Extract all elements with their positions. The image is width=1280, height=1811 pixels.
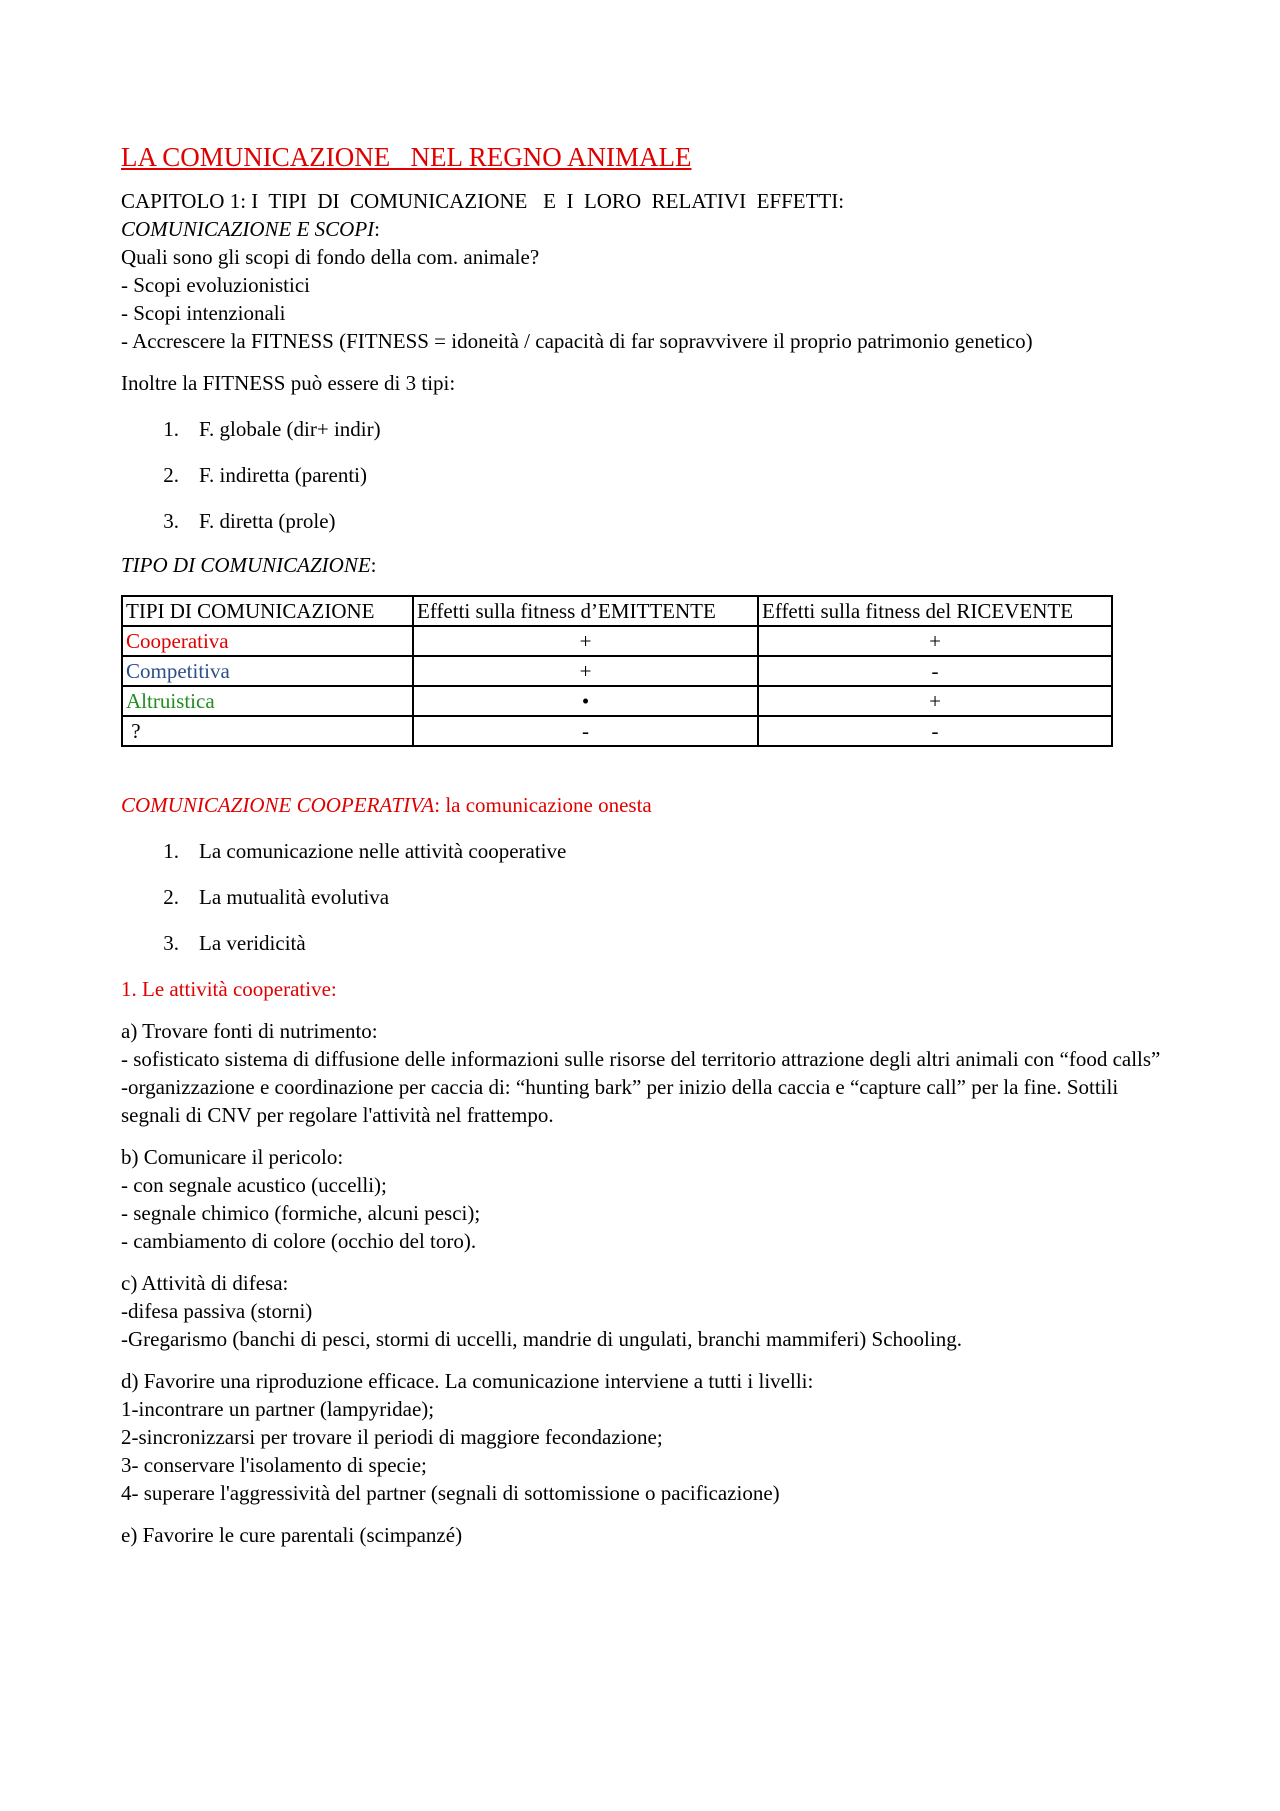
table-cell-emitter: - xyxy=(413,716,758,746)
table-cell-receiver: - xyxy=(758,716,1112,746)
chapter-heading: CAPITOLO 1: I TIPI DI COMUNICAZIONE E I LORO RELATIVI EFFETTI: xyxy=(121,189,845,214)
list-item xyxy=(121,929,1161,957)
section-b-title: b) Comunicare il pericolo: xyxy=(121,1145,344,1170)
list-item xyxy=(121,415,1161,443)
section-e-title: e) Favorire le cure parentali (scimpanzé) xyxy=(121,1523,463,1548)
cooperative-section-title: 1. Le attività cooperative: xyxy=(121,977,337,1002)
tipo-heading: TIPO DI COMUNICAZIONE xyxy=(121,553,371,578)
list-text: La veridicità xyxy=(199,931,306,956)
table-cell-emitter: + xyxy=(413,656,758,686)
chapter-block xyxy=(121,187,1161,355)
chapter-subheading: COMUNICAZIONE E SCOPI xyxy=(121,217,375,242)
tipo-suffix: : xyxy=(370,553,377,578)
list-number: 2. xyxy=(163,885,179,910)
list-number: 2. xyxy=(163,463,179,488)
list-text: La comunicazione nelle attività cooperative xyxy=(199,839,567,864)
list-number: 3. xyxy=(163,509,179,534)
list-text: F. indiretta (parenti) xyxy=(199,463,368,488)
section-d-line: 3- conservare l'isolamento di specie; xyxy=(121,1453,427,1478)
list-number: 1. xyxy=(163,417,179,442)
table-cell-type: ? xyxy=(122,716,413,746)
section-d-line: 4- superare l'aggressività del partner (segnali di sottomissione o pacificazione) xyxy=(121,1481,780,1506)
section-a-line: - sofisticato sistema di diffusione delle informazioni sulle risorse del territorio attrazione degli altri animali con “food calls” xyxy=(121,1047,1161,1072)
document-title: LA COMUNICAZIONE NEL REGNO ANIMALE xyxy=(121,142,692,172)
table-header-cell: Effetti sulla fitness del RICEVENTE xyxy=(758,596,1112,626)
fitness-list xyxy=(121,415,1161,535)
fitness-intro: Inoltre la FITNESS può essere di 3 tipi: xyxy=(121,371,456,396)
table-header-cell: Effetti sulla fitness d’EMITTENTE xyxy=(413,596,758,626)
table-cell-receiver: + xyxy=(758,626,1112,656)
cooperative-heading-suffix: : la comunicazione onesta xyxy=(434,793,652,818)
list-number: 1. xyxy=(163,839,179,864)
table-header-row xyxy=(122,596,1112,626)
section-c-line: -Gregarismo (banchi di pesci, stormi di uccelli, mandrie di ungulati, branchi mammiferi) Schooling. xyxy=(121,1327,962,1352)
table-row xyxy=(122,686,1112,716)
table-row xyxy=(122,716,1112,746)
section-b-line: - cambiamento di colore (occhio del toro). xyxy=(121,1229,477,1254)
chapter-subheading-line xyxy=(121,215,1161,243)
section-d xyxy=(121,1367,1161,1507)
section-c-line: -difesa passiva (storni) xyxy=(121,1299,313,1324)
chapter-item: - Accrescere la FITNESS (FITNESS = idoneità / capacità di far sopravvivere il proprio patrimonio genetico) xyxy=(121,329,1033,354)
list-item xyxy=(121,883,1161,911)
section-c xyxy=(121,1269,1161,1353)
section-c-title: c) Attività di difesa: xyxy=(121,1271,289,1296)
communication-table xyxy=(121,595,1113,747)
list-number: 3. xyxy=(163,931,179,956)
section-e xyxy=(121,1521,1161,1549)
section-b-line: - segnale chimico (formiche, alcuni pesci); xyxy=(121,1201,481,1226)
table-cell-receiver: + xyxy=(758,686,1112,716)
table-row xyxy=(122,626,1112,656)
chapter-subheading-suffix: : xyxy=(374,217,381,242)
list-text: La mutualità evolutiva xyxy=(199,885,390,910)
table-cell-type: Competitiva xyxy=(122,656,413,686)
list-item xyxy=(121,461,1161,489)
table-cell-type: Cooperativa xyxy=(122,626,413,656)
section-d-line: 1-incontrare un partner (lampyridae); xyxy=(121,1397,435,1422)
chapter-item: - Scopi intenzionali xyxy=(121,301,286,326)
table-cell-receiver: - xyxy=(758,656,1112,686)
chapter-item: - Scopi evoluzionistici xyxy=(121,273,310,298)
cooperative-heading: COMUNICAZIONE COOPERATIVA xyxy=(121,793,435,818)
tipo-heading-line xyxy=(121,551,1161,579)
table-header-cell: TIPI DI COMUNICAZIONE xyxy=(122,596,413,626)
document-page xyxy=(121,140,1161,1549)
section-b-line: - con segnale acustico (uccelli); xyxy=(121,1173,387,1198)
table-cell-emitter: + xyxy=(413,626,758,656)
section-b xyxy=(121,1143,1161,1255)
table-cell-emitter: • xyxy=(413,686,758,716)
list-item xyxy=(121,837,1161,865)
list-text: F. globale (dir+ indir) xyxy=(199,417,381,442)
list-item xyxy=(121,507,1161,535)
cooperative-heading-line xyxy=(121,791,1161,819)
section-d-line: 2-sincronizzarsi per trovare il periodi di maggiore fecondazione; xyxy=(121,1425,663,1450)
chapter-question: Quali sono gli scopi di fondo della com. animale? xyxy=(121,245,540,270)
section-a-line: -organizzazione e coordinazione per caccia di: “hunting bark” per inizio della caccia e “capture call” per la fine. Sottili segnali di CNV per regolare l'attività nel frattempo. xyxy=(121,1075,1119,1128)
list-text: F. diretta (prole) xyxy=(199,509,336,534)
table-row xyxy=(122,656,1112,686)
section-d-title: d) Favorire una riproduzione efficace. La comunicazione interviene a tutti i livelli: xyxy=(121,1369,814,1394)
section-a-title: a) Trovare fonti di nutrimento: xyxy=(121,1019,378,1044)
section-a xyxy=(121,1017,1161,1129)
cooperative-list xyxy=(121,837,1161,957)
table-cell-type: Altruistica xyxy=(122,686,413,716)
